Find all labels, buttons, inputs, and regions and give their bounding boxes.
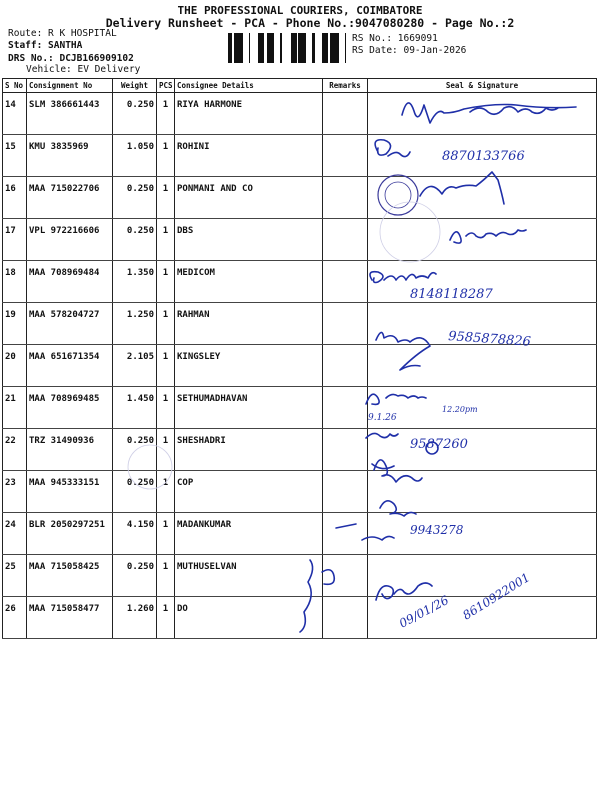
cell-consignment-value: SLM 386661443	[29, 100, 100, 110]
runsheet-table	[2, 78, 597, 639]
cell-remarks	[323, 597, 368, 639]
cell-seal-signature	[368, 387, 597, 429]
cell-sno-value: 18	[5, 268, 16, 278]
cell-sno-value: 22	[5, 436, 16, 446]
cell-pcs	[157, 513, 175, 555]
cell-consignment-value: MAA 715022706	[29, 184, 100, 194]
cell-remarks	[323, 93, 368, 135]
barcode-bar	[324, 33, 327, 63]
barcode-bar	[273, 33, 274, 63]
col-sno: S No	[3, 79, 27, 93]
cell-sno	[3, 345, 27, 387]
cell-pcs-value: 1	[162, 478, 169, 488]
cell-weight-value: 0.250	[126, 436, 154, 446]
barcode-bar	[234, 33, 237, 63]
cell-consignee-value: SHESHADRI	[177, 436, 226, 446]
handwritten-time-row-21: 12.20pm	[442, 405, 478, 414]
cell-consignment-value: MAA 708969485	[29, 394, 100, 404]
cell-sno-value: 20	[5, 352, 16, 362]
barcode-bar	[280, 33, 282, 63]
handwritten-phone-row-24: 9943278	[410, 523, 464, 537]
barcode-bar	[292, 33, 294, 63]
cell-consignment	[27, 135, 113, 177]
cell-remarks	[323, 429, 368, 471]
cell-sno	[3, 429, 27, 471]
cell-sno	[3, 471, 27, 513]
cell-weight-value: 1.050	[126, 142, 154, 152]
cell-pcs-value: 1	[162, 142, 169, 152]
handwritten-phone-row-26: 8610922001	[460, 570, 533, 623]
cell-seal-signature	[368, 345, 597, 387]
table-row	[3, 93, 597, 135]
handwritten-phone-row-18: 8148118287	[410, 287, 493, 302]
cell-sno-value: 26	[5, 604, 16, 614]
table-row	[3, 303, 597, 345]
cell-consignee	[175, 135, 323, 177]
cell-sno-value: 17	[5, 226, 16, 236]
barcode-bar	[304, 33, 306, 63]
cell-consignment-value: KMU 3835969	[29, 142, 89, 152]
cell-consignee-value: RAHMAN	[177, 310, 210, 320]
barcode-bar	[240, 33, 243, 63]
rs-date: RS Date: 09-Jan-2026	[352, 45, 467, 56]
cell-consignment	[27, 177, 113, 219]
cell-consignment	[27, 429, 113, 471]
cell-consignment	[27, 471, 113, 513]
route-label: Route: R K HOSPITAL	[8, 28, 117, 39]
cell-weight-value: 0.250	[126, 226, 154, 236]
cell-sno-value: 23	[5, 478, 16, 488]
cell-weight	[113, 219, 157, 261]
cell-consignment-value: MAA 715058477	[29, 604, 100, 614]
table-row	[3, 429, 597, 471]
cell-consignment	[27, 387, 113, 429]
cell-consignee	[175, 261, 323, 303]
table-header	[3, 79, 597, 93]
barcode-bar	[300, 33, 303, 63]
cell-pcs	[157, 135, 175, 177]
cell-pcs-value: 1	[162, 310, 169, 320]
cell-sno-value: 15	[5, 142, 16, 152]
cell-weight-value: 1.260	[126, 604, 154, 614]
cell-pcs-value: 1	[162, 184, 169, 194]
cell-consignment	[27, 513, 113, 555]
cell-weight-value: 0.250	[126, 562, 154, 572]
cell-consignee-value: MEDICOM	[177, 268, 215, 278]
barcode-bar	[262, 33, 264, 63]
cell-weight	[113, 345, 157, 387]
cell-consignment-value: MAA 651671354	[29, 352, 100, 362]
cell-pcs-value: 1	[162, 100, 169, 110]
cell-sno	[3, 513, 27, 555]
handwritten-date-row-26: 09/01/26	[396, 592, 452, 631]
cell-remarks	[323, 555, 368, 597]
cell-weight	[113, 429, 157, 471]
cell-pcs	[157, 261, 175, 303]
cell-remarks	[323, 135, 368, 177]
barcode-bar	[237, 33, 238, 63]
cell-pcs-value: 1	[162, 604, 169, 614]
cell-pcs-value: 1	[162, 352, 169, 362]
drs-number: DRS No.: DCJB166909102	[8, 53, 134, 64]
cell-sno	[3, 135, 27, 177]
cell-consignee	[175, 555, 323, 597]
cell-sno-value: 19	[5, 310, 16, 320]
handwritten-phone-row-20: 9585878826	[447, 329, 532, 350]
cell-remarks	[323, 345, 368, 387]
cell-consignee-value: MUTHUSELVAN	[177, 562, 237, 572]
cell-remarks	[323, 471, 368, 513]
col-consignment: Consignment No	[27, 79, 113, 93]
cell-seal-signature	[368, 513, 597, 555]
cell-consignee-value: RIYA HARMONE	[177, 100, 243, 110]
cell-consignee	[175, 177, 323, 219]
col-seal-signature: Seal & Signature	[368, 79, 597, 93]
barcode-bar	[228, 33, 231, 63]
cell-seal-signature	[368, 555, 597, 597]
vehicle-label: Vehicle: EV Delivery	[26, 64, 141, 75]
cell-consignment-value: VPL 972216606	[29, 226, 100, 236]
cell-seal-signature	[368, 303, 597, 345]
cell-pcs	[157, 345, 175, 387]
cell-seal-signature	[368, 93, 597, 135]
col-remarks: Remarks	[323, 79, 368, 93]
cell-sno	[3, 597, 27, 639]
cell-sno-value: 16	[5, 184, 16, 194]
cell-sno-value: 25	[5, 562, 16, 572]
cell-weight-value: 0.250	[126, 478, 154, 488]
cell-weight-value: 4.150	[126, 520, 154, 530]
barcode-bar	[334, 33, 336, 63]
cell-weight	[113, 513, 157, 555]
cell-weight	[113, 471, 157, 513]
cell-weight	[113, 303, 157, 345]
barcode-bar	[231, 33, 232, 63]
barcode-bar	[294, 33, 297, 63]
cell-sno-value: 24	[5, 520, 16, 530]
cell-consignee	[175, 471, 323, 513]
barcode-bar	[267, 33, 268, 63]
cell-consignee	[175, 513, 323, 555]
barcode-bar	[303, 33, 304, 63]
cell-remarks	[323, 303, 368, 345]
cell-consignee	[175, 93, 323, 135]
cell-pcs	[157, 555, 175, 597]
cell-weight-value: 0.250	[126, 100, 154, 110]
cell-consignment	[27, 303, 113, 345]
barcode-bar	[327, 33, 328, 63]
cell-consignment	[27, 555, 113, 597]
cell-consignment	[27, 597, 113, 639]
cell-pcs-value: 1	[162, 394, 169, 404]
cell-consignment-value: BLR 2050297251	[29, 520, 105, 530]
cell-consignee	[175, 387, 323, 429]
cell-seal-signature	[368, 219, 597, 261]
cell-weight	[113, 597, 157, 639]
barcode-bar	[333, 33, 334, 63]
cell-sno	[3, 177, 27, 219]
cell-pcs	[157, 429, 175, 471]
col-pcs: PCS	[157, 79, 175, 93]
barcode-bar	[322, 33, 324, 63]
cell-weight	[113, 387, 157, 429]
barcode-bar	[330, 33, 333, 63]
table-row	[3, 135, 597, 177]
cell-sno	[3, 555, 27, 597]
cell-consignment-value: MAA 708969484	[29, 268, 100, 278]
cell-pcs	[157, 93, 175, 135]
cell-consignee-value: DO	[177, 604, 188, 614]
cell-pcs	[157, 219, 175, 261]
cell-weight	[113, 93, 157, 135]
cell-seal-signature	[368, 135, 597, 177]
handwritten-phone-row-22: 9587260	[410, 437, 468, 452]
cell-sno-value: 21	[5, 394, 16, 404]
cell-weight-value: 2.105	[126, 352, 154, 362]
table-row	[3, 555, 597, 597]
cell-consignee-value: COP	[177, 478, 194, 488]
barcode-bar	[261, 33, 262, 63]
cell-weight	[113, 135, 157, 177]
cell-seal-signature	[368, 597, 597, 639]
table-row	[3, 261, 597, 303]
cell-pcs	[157, 177, 175, 219]
cell-consignment	[27, 93, 113, 135]
cell-sno	[3, 387, 27, 429]
cell-seal-signature	[368, 177, 597, 219]
col-weight: Weight	[113, 79, 157, 93]
cell-pcs-value: 1	[162, 226, 169, 236]
cell-consignee-value: PONMANI AND CO	[177, 184, 253, 194]
cell-consignee-value: KINGSLEY	[177, 352, 221, 362]
rs-number: RS No.: 1669091	[352, 33, 438, 44]
cell-consignment-value: TRZ 31490936	[29, 436, 95, 446]
cell-pcs	[157, 471, 175, 513]
cell-consignee	[175, 429, 323, 471]
cell-consignee-value: SETHUMADHAVAN	[177, 394, 248, 404]
cell-seal-signature	[368, 471, 597, 513]
cell-consignment	[27, 345, 113, 387]
cell-remarks	[323, 261, 368, 303]
cell-sno	[3, 93, 27, 135]
barcode-bar	[345, 33, 346, 63]
cell-pcs-value: 1	[162, 436, 169, 446]
cell-consignee-value: ROHINI	[177, 142, 210, 152]
cell-seal-signature	[368, 261, 597, 303]
cell-remarks	[323, 387, 368, 429]
runsheet-title: Delivery Runsheet - PCA - Phone No.:9047080280 - Page No.:2	[105, 16, 515, 30]
barcode-bar	[270, 33, 273, 63]
table-row	[3, 387, 597, 429]
cell-pcs	[157, 387, 175, 429]
barcode-bar	[291, 33, 292, 63]
cell-consignment-value: MAA 578204727	[29, 310, 100, 320]
cell-remarks	[323, 513, 368, 555]
barcode-bar	[258, 33, 261, 63]
table-row	[3, 345, 597, 387]
staff-label: Staff: SANTHA	[8, 40, 83, 51]
cell-weight	[113, 177, 157, 219]
cell-remarks	[323, 219, 368, 261]
cell-sno	[3, 219, 27, 261]
cell-consignment-value: MAA 715058425	[29, 562, 100, 572]
cell-pcs-value: 1	[162, 562, 169, 572]
cell-sno-value: 14	[5, 100, 16, 110]
handwritten-phone-row-15: 8870133766	[442, 149, 525, 164]
cell-pcs	[157, 597, 175, 639]
cell-weight	[113, 261, 157, 303]
cell-weight-value: 0.250	[126, 184, 154, 194]
table-row	[3, 513, 597, 555]
cell-weight-value: 1.250	[126, 310, 154, 320]
cell-consignment	[27, 261, 113, 303]
cell-weight-value: 1.350	[126, 268, 154, 278]
cell-seal-signature	[368, 429, 597, 471]
table-row	[3, 219, 597, 261]
handwritten-date-row-21: 9.1.26	[368, 413, 397, 423]
cell-consignee	[175, 219, 323, 261]
cell-consignee	[175, 597, 323, 639]
barcode-bar	[238, 33, 240, 63]
cell-pcs-value: 1	[162, 268, 169, 278]
cell-sno	[3, 303, 27, 345]
barcode-bar	[249, 33, 250, 63]
barcode-bar	[336, 33, 339, 63]
table-row	[3, 177, 597, 219]
table-row	[3, 471, 597, 513]
cell-consignee-value: DBS	[177, 226, 194, 236]
barcode-bar	[298, 33, 300, 63]
cell-consignee-value: MADANKUMAR	[177, 520, 232, 530]
cell-weight-value: 1.450	[126, 394, 154, 404]
table-row	[3, 597, 597, 639]
cell-consignment	[27, 219, 113, 261]
cell-remarks	[323, 177, 368, 219]
barcode-bar	[268, 33, 270, 63]
col-consignee: Consignee Details	[175, 79, 323, 93]
cell-sno	[3, 261, 27, 303]
cell-pcs	[157, 303, 175, 345]
cell-consignee	[175, 303, 323, 345]
cell-weight	[113, 555, 157, 597]
barcode-bar	[312, 33, 315, 63]
cell-consignment-value: MAA 945333151	[29, 478, 100, 488]
cell-consignee	[175, 345, 323, 387]
company-name: THE PROFESSIONAL COURIERS, COIMBATORE	[177, 4, 423, 17]
cell-pcs-value: 1	[162, 520, 169, 530]
barcode-icon	[228, 33, 346, 63]
